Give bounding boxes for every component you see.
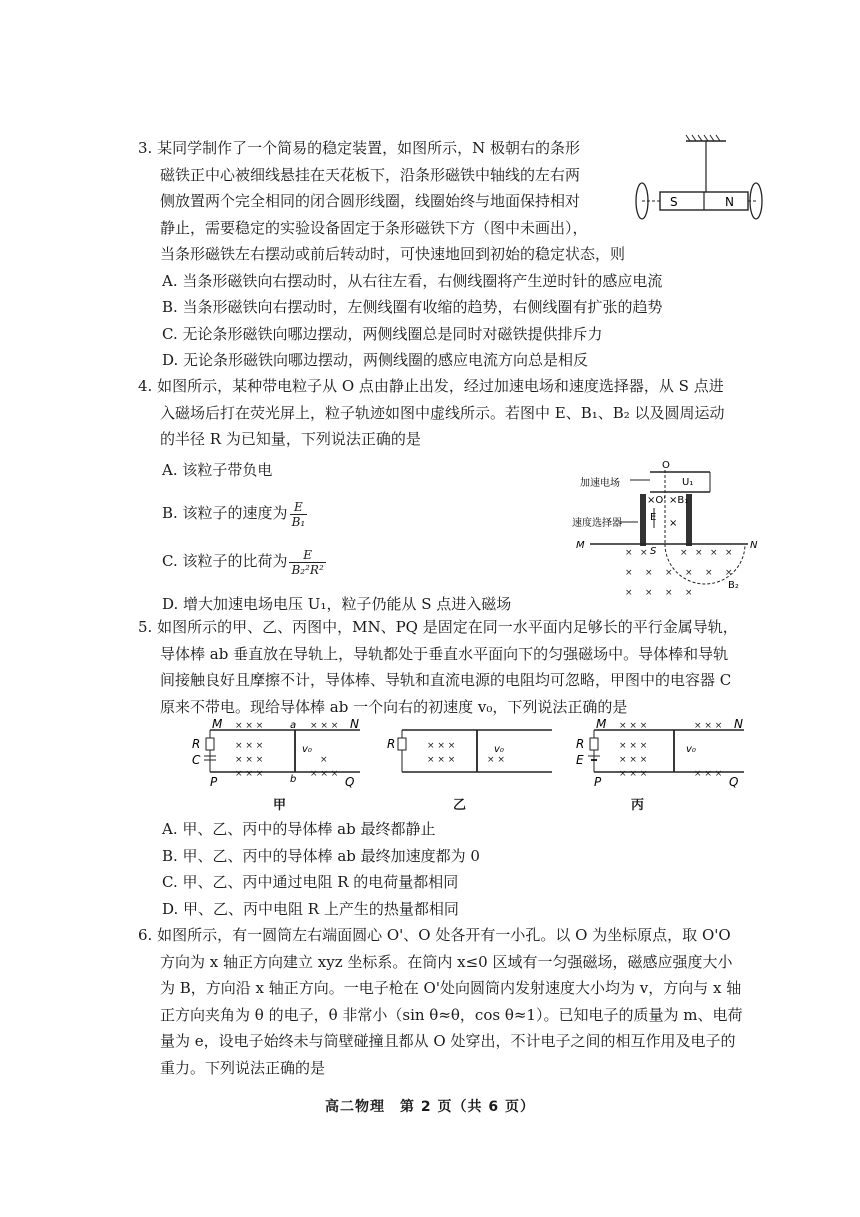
fraction-numerator: E (290, 500, 308, 515)
field-cross-mark: × (669, 518, 678, 529)
q6-line: 量为 e，设电子始终未与筒壁碰撞且都从 O 处穿出，不计电子之间的相互作用及电子的 (160, 1032, 736, 1050)
svg-text:×: × (725, 568, 733, 578)
svg-text:×: × (625, 588, 633, 598)
rod-a-label: a (290, 720, 297, 731)
q4-options (138, 455, 578, 619)
svg-text:× × ×: × × × (694, 721, 723, 731)
magnetic-field-crosses (625, 548, 733, 598)
field-b2-label: B₂ (728, 580, 739, 591)
question-6 (138, 922, 758, 1081)
svg-text:× × ×: × × × (619, 769, 648, 779)
rod-b-label: b (290, 774, 297, 785)
svg-text:×: × (640, 548, 648, 558)
svg-text:× ×: × × (487, 755, 505, 765)
svg-text:× × ×: × × × (694, 769, 723, 779)
svg-text:×: × (320, 755, 328, 765)
resistor-r-label: R (192, 737, 201, 751)
resistor-r-label: R (387, 737, 396, 751)
svg-text:×: × (665, 568, 673, 578)
fraction-denominator: B₁ (291, 514, 306, 529)
svg-text:× × ×: × × × (235, 755, 264, 765)
q4-line: 的半径 R 为已知量，下列说法正确的是 (160, 430, 421, 448)
q3-line: 静止，需要稳定的实验设备固定于条形磁铁下方（图中未画出）， (160, 218, 588, 237)
point-s-label: S (650, 546, 657, 557)
svg-text:×: × (665, 588, 673, 598)
magnet-n-label: N (725, 195, 734, 209)
magnet-s-label: S (670, 195, 678, 209)
q3-line: 当条形磁铁左右摆动或前后转动时，可快速地回到初始的稳定状态，则 (160, 245, 626, 263)
q5-option-a: A. 甲、乙、丙中的导体棒 ab 最终都静止 (162, 820, 436, 838)
rail-q-label: Q (345, 775, 355, 788)
svg-text:× × ×: × × × (619, 721, 648, 731)
rail-p-label: P (594, 775, 602, 788)
q5-line: 导体棒 ab 垂直放在导轨上，导轨都处于垂直水平面向下的匀强磁场中。导体棒和导轨 (160, 644, 729, 663)
svg-text:× × ×: × × × (619, 755, 648, 765)
q4-option-a: A. 该粒子带负电 (162, 461, 273, 479)
screen-m-label: M (576, 540, 585, 551)
svg-text:×: × (685, 568, 693, 578)
acceleration-field-label: 加速电场 (580, 478, 620, 489)
q3-magnet-figure (628, 128, 768, 238)
voltage-u1-label: U₁ (682, 477, 694, 488)
q4-option-c-text: C. 该粒子的比荷为 (162, 552, 288, 570)
svg-text:×: × (625, 568, 633, 578)
rail-p-label: P (210, 775, 218, 788)
q4-velocity-selector-figure (570, 458, 765, 603)
svg-text:×: × (625, 548, 633, 558)
svg-text:×: × (645, 588, 653, 598)
q5-option-d: D. 甲、乙、丙中电阻 R 上产生的热量都相同 (162, 899, 459, 918)
rail-figure-jia (192, 718, 360, 788)
point-o-prime-label: ×O' (647, 495, 666, 506)
fraction-denominator: B₂²R² (291, 562, 324, 577)
q3-line: 3. 某同学制作了一个简易的稳定装置，如图所示，N 极朝右的条形 (138, 139, 580, 157)
q4-option-d: D. 增大加速电场电压 U₁，粒子仍能从 S 点进入磁场 (162, 595, 512, 613)
velocity-selector-label: 速度选择器 (572, 518, 622, 529)
q4-line: 入磁场后打在荧光屏上，粒子轨迹如图中虚线所示。若图中 E、B₁、B₂ 以及圆周运动 (160, 403, 725, 422)
q5-option-c: C. 甲、乙、丙中通过电阻 R 的电荷量都相同 (162, 873, 459, 891)
q5-line: 5. 如图所示的甲、乙、丙图中，MN、PQ 是固定在同一水平面内足够长的平行金属导轨， (138, 618, 738, 636)
svg-text:×: × (680, 548, 688, 558)
velocity-v0-label: v₀ (302, 744, 312, 755)
capacitor-c-label: C (192, 753, 201, 767)
q4-option-c-fraction (289, 548, 325, 577)
caption-jia: 甲 (273, 798, 287, 813)
q6-line: 方向为 x 轴正方向建立 xyz 坐标系。在筒内 x≤0 区域有一匀强磁场，磁感应强度大小 (160, 952, 733, 971)
page-footer: 高二物理 第 2 页（共 6 页） (325, 1099, 535, 1115)
point-o-label: O (662, 460, 670, 471)
rail-n-label: N (734, 718, 743, 731)
screen-n-label: N (750, 540, 758, 551)
caption-yi: 乙 (453, 798, 467, 813)
svg-text:× × ×: × × × (235, 721, 264, 731)
q4-option-c (138, 539, 578, 583)
svg-text:× × ×: × × × (310, 721, 339, 731)
svg-text:×: × (645, 568, 653, 578)
rail-figure-bing (576, 718, 744, 788)
field-b1-label: ×B₁ (669, 495, 689, 506)
svg-text:×: × (710, 548, 718, 558)
velocity-v0-label: v₀ (494, 744, 504, 755)
svg-text:×: × (685, 588, 693, 598)
svg-text:×: × (695, 548, 703, 558)
q3-option-c: C. 无论条形磁铁向哪边摆动，两侧线圈总是同时对磁铁提供排斥力 (162, 324, 603, 343)
rail-m-label: M (596, 718, 607, 731)
svg-text:× × ×: × × × (427, 755, 456, 765)
field-e-label: E (650, 512, 657, 523)
rail-n-label: N (350, 718, 359, 731)
q5-line: 间接触良好且摩擦不计，导体棒、导轨和直流电源的电阻均可忽略，甲图中的电容器 C (160, 671, 732, 689)
q3-option-a: A. 当条形磁铁向右摆动时，从右往左看，右侧线圈将产生逆时针的感应电流 (162, 271, 663, 290)
svg-text:× × ×: × × × (235, 741, 264, 751)
velocity-v0-label: v₀ (686, 744, 696, 755)
resistor-r-label: R (576, 737, 585, 751)
svg-text:× × ×: × × × (235, 769, 264, 779)
svg-text:× × ×: × × × (427, 741, 456, 751)
q5-options (138, 816, 758, 922)
q6-line: 重力。下列说法正确的是 (160, 1058, 326, 1077)
fraction-numerator: E (289, 548, 325, 563)
q3-option-b: B. 当条形磁铁向右摆动时，左侧线圈有收缩的趋势，右侧线圈有扩张的趋势 (162, 298, 663, 316)
q5-rail-figures (190, 718, 750, 788)
question-4 (138, 373, 758, 453)
q4-line: 4. 如图所示，某种带电粒子从 O 点由静止出发，经过加速电场和速度选择器，从 S 点进 (138, 377, 724, 395)
rail-figure-yi (387, 730, 552, 772)
svg-text:× × ×: × × × (619, 741, 648, 751)
caption-bing: 丙 (631, 798, 645, 813)
svg-text:×: × (705, 568, 713, 578)
q3-option-d: D. 无论条形磁铁向哪边摆动，两侧线圈的感应电流方向总是相反 (162, 351, 589, 369)
q6-line: 正方向夹角为 θ 的电子，θ 非常小（sin θ≈θ，cos θ≈1）。已知电子的质量为 m、电荷 (160, 1005, 743, 1024)
q5-line: 原来不带电。现给导体棒 ab 一个向右的初速度 v₀，下列说法正确的是 (160, 697, 628, 716)
rail-m-label: M (212, 718, 223, 731)
svg-text:×: × (725, 548, 733, 558)
q4-option-b (138, 491, 578, 535)
question-5 (138, 614, 758, 720)
q4-option-b-text: B. 该粒子的速度为 (162, 504, 288, 522)
q3-line: 磁铁正中心被细线悬挂在天花板下，沿条形磁铁中轴线的左右两 (160, 165, 581, 184)
rail-q-label: Q (729, 775, 739, 788)
q6-line: 6. 如图所示，有一圆筒左右端面圆心 O'、O 处各开有一小孔。以 O 为坐标原点，取 O'O (138, 926, 731, 944)
q5-option-b: B. 甲、乙、丙中的导体棒 ab 最终加速度都为 0 (162, 846, 480, 865)
q3-line: 侧放置两个完全相同的闭合圆形线圈，线圈始终与地面保持相对 (160, 192, 581, 210)
svg-text:× × ×: × × × (310, 769, 339, 779)
battery-e-label: E (576, 753, 584, 767)
q4-option-b-fraction (290, 500, 308, 529)
q6-line: 为 B，方向沿 x 轴正方向。一电子枪在 O'处向圆筒内发射速度大小均为 v，方向与 x 轴 (160, 979, 742, 997)
